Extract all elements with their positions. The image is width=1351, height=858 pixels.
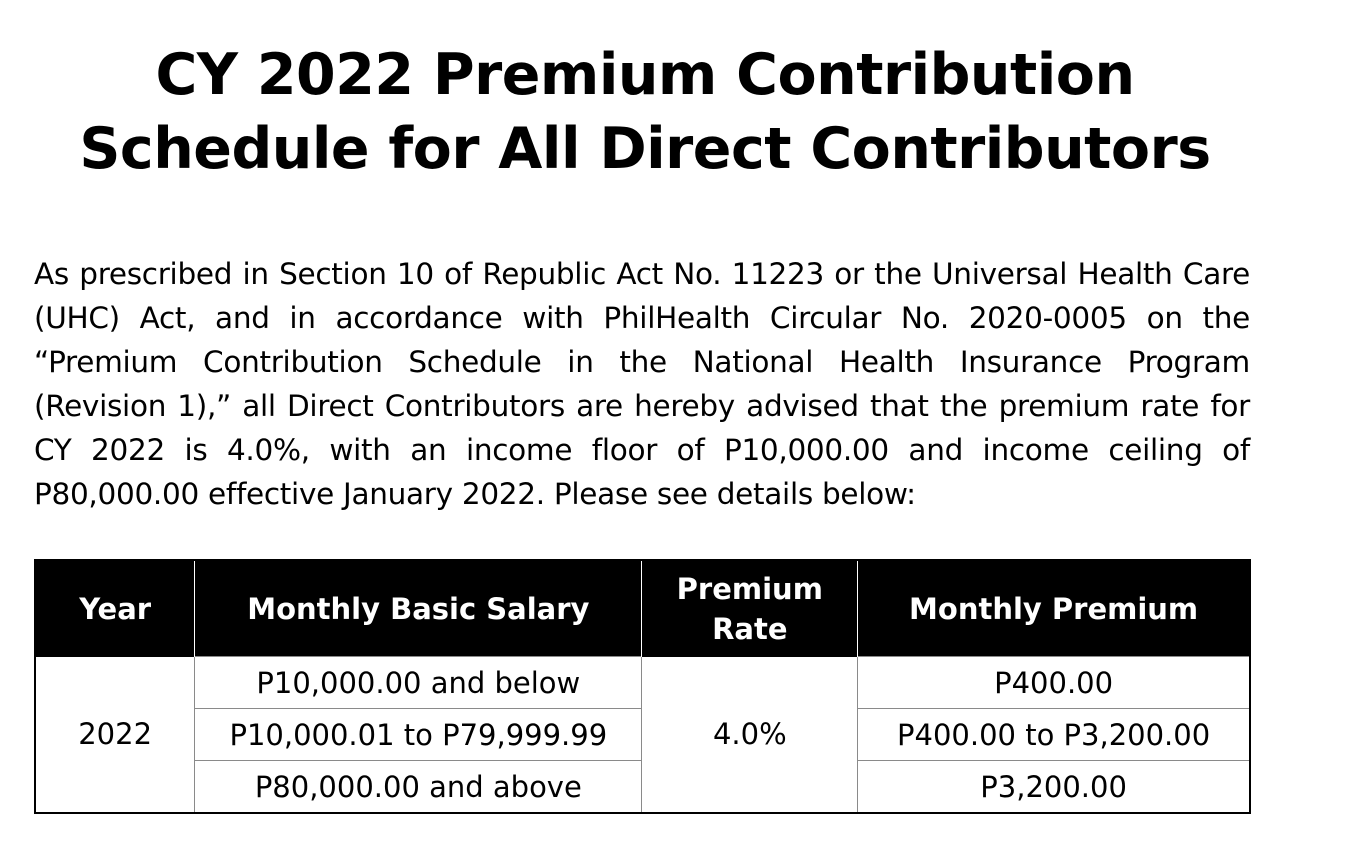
salary-cell: P10,000.00 and below — [195, 657, 642, 709]
page-title — [0, 38, 1290, 186]
header-row — [35, 560, 1250, 657]
monthly-premium-cell: P400.00 to P3,200.00 — [858, 709, 1250, 761]
header-monthly-basic-salary: Monthly Basic Salary — [195, 560, 642, 657]
monthly-premium-cell: P400.00 — [858, 657, 1250, 709]
year-cell: 2022 — [35, 657, 195, 814]
table-header — [35, 560, 1250, 657]
salary-cell: P10,000.01 to P79,999.99 — [195, 709, 642, 761]
premium-schedule-table — [34, 559, 1251, 814]
table-body — [35, 657, 1250, 814]
title-line-2: Schedule for All Direct Contributors — [79, 116, 1211, 182]
table-row — [35, 657, 1250, 709]
header-premium-rate-line-1: Premium — [676, 571, 823, 606]
header-monthly-premium: Monthly Premium — [858, 560, 1250, 657]
intro-paragraph: As prescribed in Section 10 of Republic Act No. 11223 or the Universal Health Care (UHC) Act, and in accordance with PhilHealth Circular No. 2020-0005 on the “Premium Contribution Schedule in the National Health Insurance Program (Revision 1),” all Direct Contributors are hereby advised that the premium rate for CY 2022 is 4.0%, with an income floor of P10,000.00 and income ceiling of P80,000.00 effective January 2022. Please see details below: — [34, 257, 1250, 511]
salary-cell: P80,000.00 and above — [195, 761, 642, 814]
header-premium-rate-line-2: Rate — [712, 611, 788, 646]
header-year: Year — [35, 560, 195, 657]
premium-rate-cell: 4.0% — [642, 657, 858, 814]
title-line-1: CY 2022 Premium Contribution — [155, 42, 1135, 108]
monthly-premium-cell: P3,200.00 — [858, 761, 1250, 814]
header-premium-rate — [642, 560, 858, 657]
